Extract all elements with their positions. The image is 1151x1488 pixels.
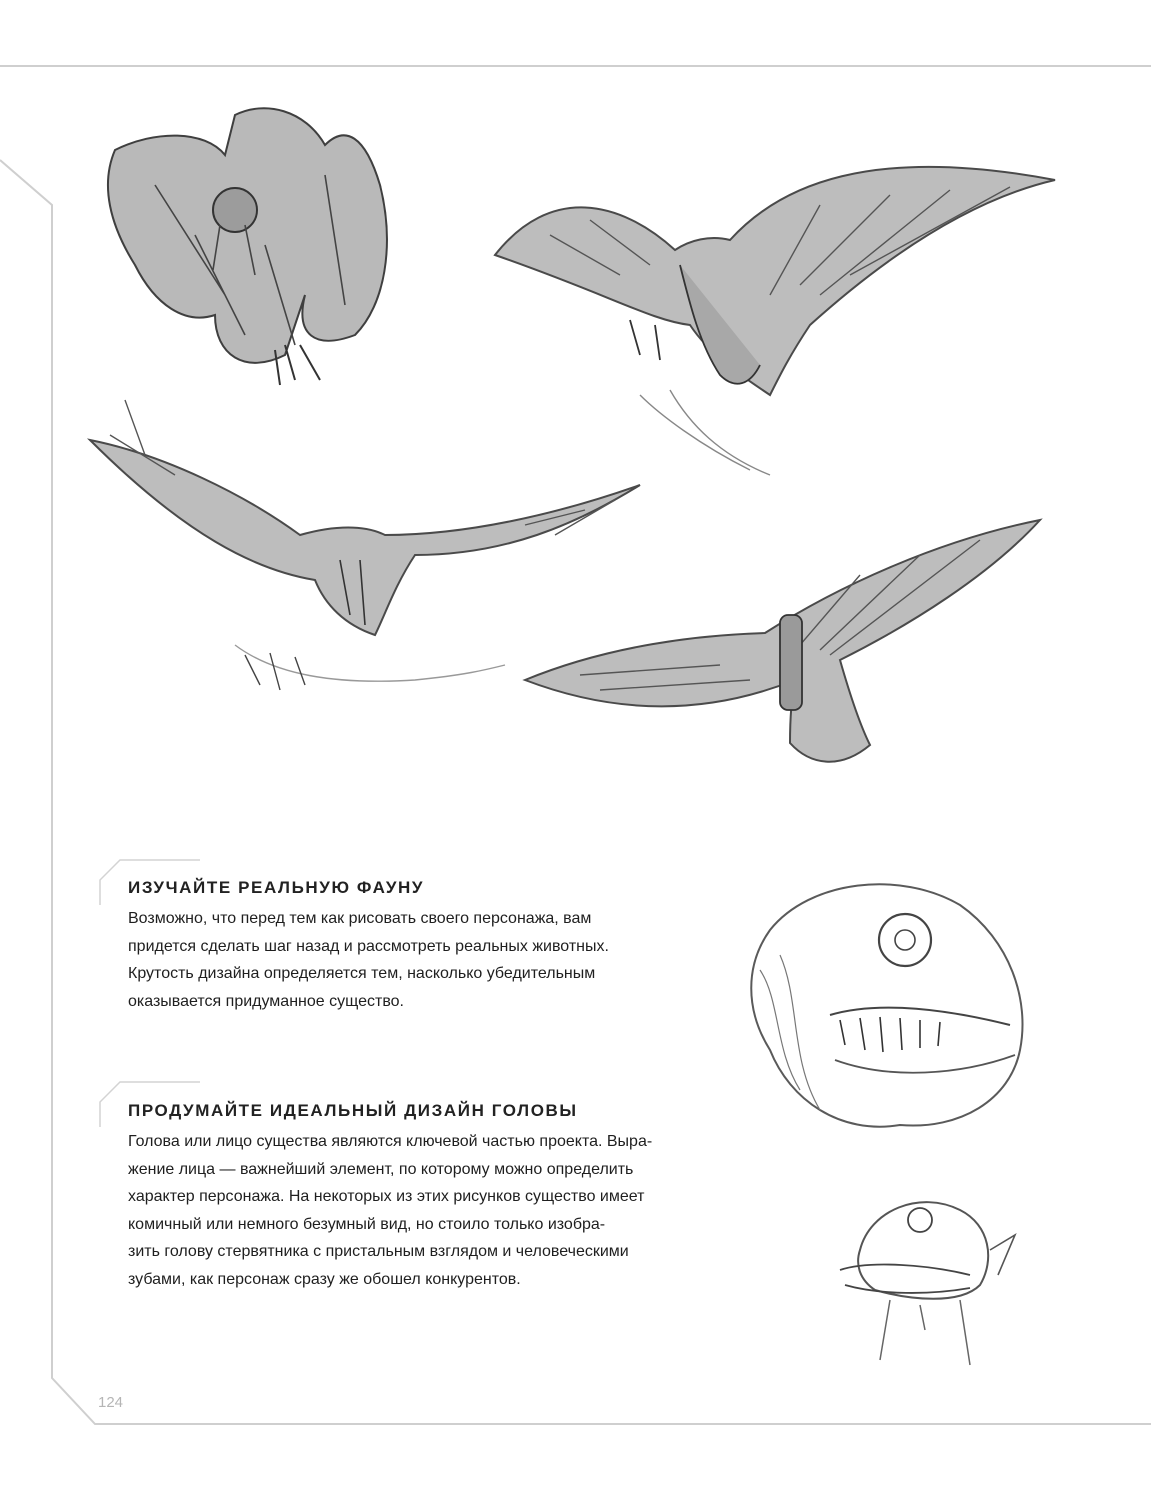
- vulture-gliding-sketch: [520, 515, 1050, 775]
- creature-head-sketch-small: [820, 1180, 1020, 1370]
- creature-head-sketch-large: [730, 860, 1050, 1160]
- section-body: [128, 905, 728, 1015]
- body-line: Крутость дизайна определяется тем, насколько убедительным: [128, 965, 596, 982]
- body-line: придется сделать шаг назад и рассмотреть реальных животных.: [128, 937, 609, 955]
- body-line: Голова или лицо существа являются ключевой частью проекта. Выра-: [128, 1133, 653, 1150]
- section-heading: ПРОДУМАЙТЕ ИДЕАЛЬНЫЙ ДИЗАЙН ГОЛОВЫ: [128, 1101, 578, 1120]
- vulture-perched-sketch: [95, 95, 425, 395]
- section-heading: ИЗУЧАЙТЕ РЕАЛЬНУЮ ФАУНУ: [128, 878, 425, 897]
- body-line: комичный или немного безумный вид, но стоило только изобра-: [128, 1215, 606, 1233]
- body-line: характер персонажа. На некоторых из этих рисунков существо имеет: [128, 1188, 645, 1205]
- body-line: зубами, как персонаж сразу же обошел конкурентов.: [128, 1270, 521, 1288]
- page-number: 124: [98, 1394, 124, 1411]
- body-line: оказывается придуманное существо.: [128, 992, 404, 1010]
- body-line: зить голову стервятника с пристальным взглядом и человеческими: [128, 1243, 629, 1260]
- body-line: жение лица — важнейший элемент, по которому можно определить: [128, 1160, 634, 1178]
- body-line: Возможно, что перед тем как рисовать своего персонажа, вам: [128, 910, 592, 927]
- section-body: [128, 1128, 728, 1293]
- section-real-fauna: [128, 877, 728, 1015]
- section-head-design: [128, 1100, 728, 1293]
